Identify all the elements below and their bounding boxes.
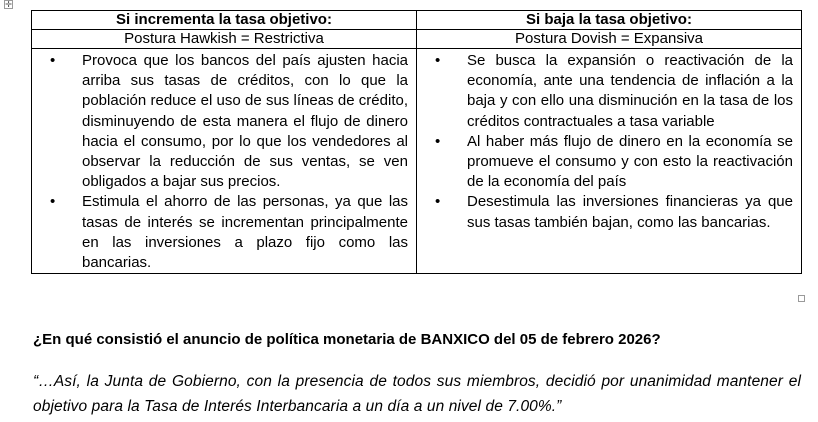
dovish-bullet-list [417, 49, 801, 233]
table-body-row [32, 49, 802, 274]
list-item: • Provoca que los bancos del país ajusten hacia arriba sus tasas de créditos, con lo que la población reduce el uso de sus líneas de crédito, disminuyendo de esta manera el flujo de dinero hacia el consumo, por lo que los vendedores al observar la reducción de sus ventas, se ven obligados a bajar sus precios. [32, 51, 408, 192]
monetary-policy-table [31, 10, 802, 274]
right-column-body [417, 49, 802, 274]
question-heading: ¿En qué consistió el anuncio de política monetaria de BANXICO del 05 de febrero 2026? [33, 331, 661, 348]
table-heading-row [32, 11, 802, 30]
left-column-body [32, 49, 417, 274]
right-column-heading: Si baja la tasa objetivo: [417, 11, 802, 30]
table-move-handle-icon[interactable]: ✛ [5, 0, 12, 9]
list-item: • Al haber más flujo de dinero en la economía se promueve el consumo y con esto la reactivación de la economía del país [417, 132, 793, 193]
banxico-quote: “…Así, la Junta de Gobierno, con la presencia de todos sus miembros, decidió por unanimidad mantener el objetivo para la Tasa de Interés Interbancaria a un día a un nivel de 7.00%.” [33, 373, 801, 415]
left-column-heading: Si incrementa la tasa objetivo: [32, 11, 417, 30]
hawkish-bullet-list [32, 49, 416, 273]
table-subheading-row [32, 30, 802, 49]
list-item: • Se busca la expansión o reactivación de la economía, ante una tendencia de inflación a la baja y con ello una disminución en la tasa de los créditos contractuales a tasa variable [417, 51, 793, 132]
table-resize-handle-icon[interactable] [798, 295, 805, 302]
list-item: • Estimula el ahorro de las personas, ya que las tasas de interés se incrementan principalmente en las inversiones a plazo fijo como las bancarias. [32, 192, 408, 273]
right-column-subheading: Postura Dovish = Expansiva [417, 30, 802, 49]
left-column-subheading: Postura Hawkish = Restrictiva [32, 30, 417, 49]
list-item: • Desestimula las inversiones financieras ya que sus tasas también bajan, como las bancarias. [417, 192, 793, 232]
